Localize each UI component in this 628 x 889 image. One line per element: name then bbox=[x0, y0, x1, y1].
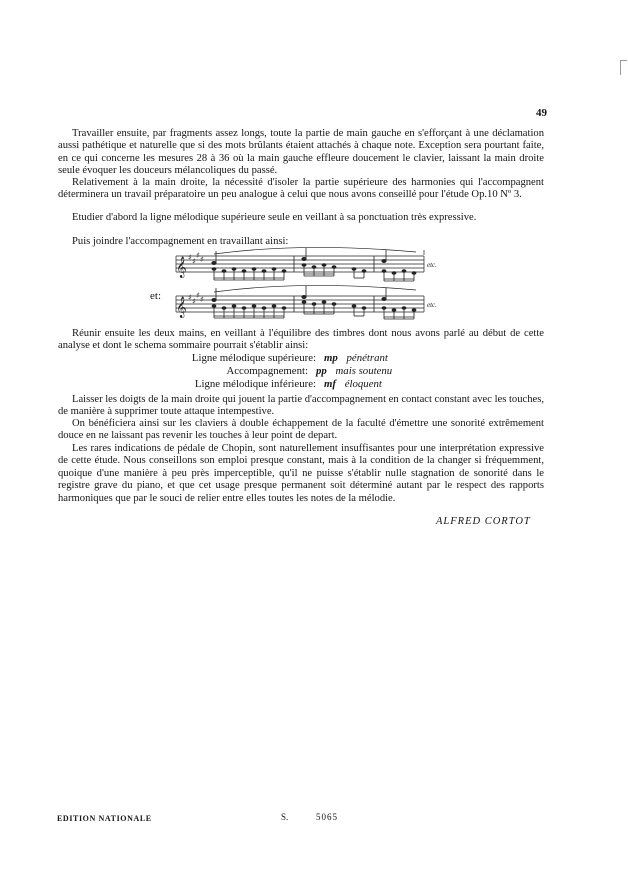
schema-description: éloquent bbox=[344, 378, 382, 390]
paragraph-text: Puis joindre l'accompagnement en travaillant ainsi: bbox=[72, 236, 289, 247]
schema-description: mais soutenu bbox=[335, 365, 393, 377]
paragraph-left-hand bbox=[58, 128, 544, 178]
music-variant-label: et: bbox=[150, 290, 161, 302]
footer-plate-number: 5065 bbox=[316, 812, 338, 822]
schema-value bbox=[316, 365, 392, 378]
svg-text:𝄞: 𝄞 bbox=[176, 257, 187, 278]
svg-text:♯: ♯ bbox=[196, 291, 200, 300]
schema-row-upper bbox=[172, 352, 432, 365]
schema-value bbox=[324, 352, 388, 365]
svg-text:♯: ♯ bbox=[188, 253, 192, 262]
music-staves-figure bbox=[154, 246, 454, 336]
paragraph-text: Relativement à la main droite, la nécessité d'isoler la partie supérieure des harmonies qui l'accompagnent déterminera un travail préparatoire un peu analogue à celui que nous avons conseillé pour l'étude Op.10 Nº 3. bbox=[58, 177, 544, 201]
dynamic-marking: mf bbox=[324, 378, 336, 390]
paragraph-text: Etudier d'abord la ligne mélodique supérieure seule en veillant à sa ponctuation très expressive. bbox=[72, 212, 477, 223]
dynamic-marking: mp bbox=[324, 352, 338, 364]
page-number: 49 bbox=[536, 107, 547, 119]
svg-text:𝄞: 𝄞 bbox=[176, 297, 187, 318]
paragraph-pedal bbox=[58, 443, 544, 505]
paragraph-text: Laisser les doigts de la main droite qui jouent la partie d'accompagnement en contact constant avec les touches, de manière à supprimer toute attaque intempestive. bbox=[58, 394, 544, 418]
music-example bbox=[154, 246, 454, 336]
footer-series: S. bbox=[281, 812, 289, 822]
paragraph-right-hand bbox=[58, 177, 544, 202]
footer-edition: EDITION NATIONALE bbox=[57, 814, 152, 823]
schema-row-lower bbox=[172, 378, 432, 391]
paragraph-finger-contact bbox=[58, 394, 544, 419]
paragraph-reunite-hands bbox=[58, 328, 544, 353]
schema-label: Ligne mélodique supérieure: bbox=[191, 352, 316, 364]
timbre-schema bbox=[172, 352, 432, 391]
schema-label: Accompagnement: bbox=[226, 365, 308, 377]
schema-label: Ligne mélodique inférieure: bbox=[194, 378, 316, 390]
svg-text:♯: ♯ bbox=[200, 255, 204, 264]
paragraph-text: Réunir ensuite les deux mains, en veillant à l'équilibre des timbres dont nous avons parlé au début de cette analyse et dont le schema sommaire pourrait s'établir ainsi: bbox=[58, 328, 544, 352]
svg-text:♯: ♯ bbox=[192, 297, 196, 306]
svg-text:♯: ♯ bbox=[196, 251, 200, 260]
paragraph-melodic-line bbox=[58, 212, 544, 224]
schema-row-accompaniment bbox=[172, 365, 432, 378]
schema-description: pénétrant bbox=[346, 352, 388, 364]
paragraph-text: Travailler ensuite, par fragments assez longs, toute la partie de main gauche en s'efforçant à une déclamation aussi pathétique et naturelle que si des mots brûlants étaient attachés à chaque note. Exception sera pourtant faite, en ce qui concerne les mesures 28 à 36 où la main gauche effleure doucement le clavier, laissant la main droite seule évoquer les douceurs mélancoliques du passé. bbox=[58, 128, 544, 177]
svg-text:♯: ♯ bbox=[200, 295, 204, 304]
svg-text:♯: ♯ bbox=[188, 293, 192, 302]
etc-label: etc. bbox=[427, 261, 437, 269]
etc-label: etc. bbox=[427, 301, 437, 309]
scan-corner-mark bbox=[620, 60, 627, 75]
author-signature: ALFRED CORTOT bbox=[436, 516, 531, 527]
svg-text:♯: ♯ bbox=[192, 257, 196, 266]
dynamic-marking: pp bbox=[316, 365, 327, 377]
paragraph-text: Les rares indications de pédale de Chopin, sont naturellement insuffisantes pour une interprétation expressive de cette étude. Nous conseillons son emploi presque constant, mais à la condition de la changer si fréquemment, quoique d'une manière à peu près imperceptible, qu'il ne puisse s'établir nulle stagnation de sonorité dans le registre grave du piano, et que cet usage presque permanent soit déterminé autant par le respect des rapports harmoniques que par le souci de relier entre elles toutes les notes de la mélodie. bbox=[58, 443, 544, 504]
schema-value bbox=[324, 378, 382, 391]
paragraph-double-escapement bbox=[58, 418, 544, 443]
paragraph-text: On bénéficiera ainsi sur les claviers à double échappement de la faculté d'émettre une sonorité extrêmement douce en ne laissant pas revenir les touches à leur point de depart. bbox=[58, 418, 544, 442]
